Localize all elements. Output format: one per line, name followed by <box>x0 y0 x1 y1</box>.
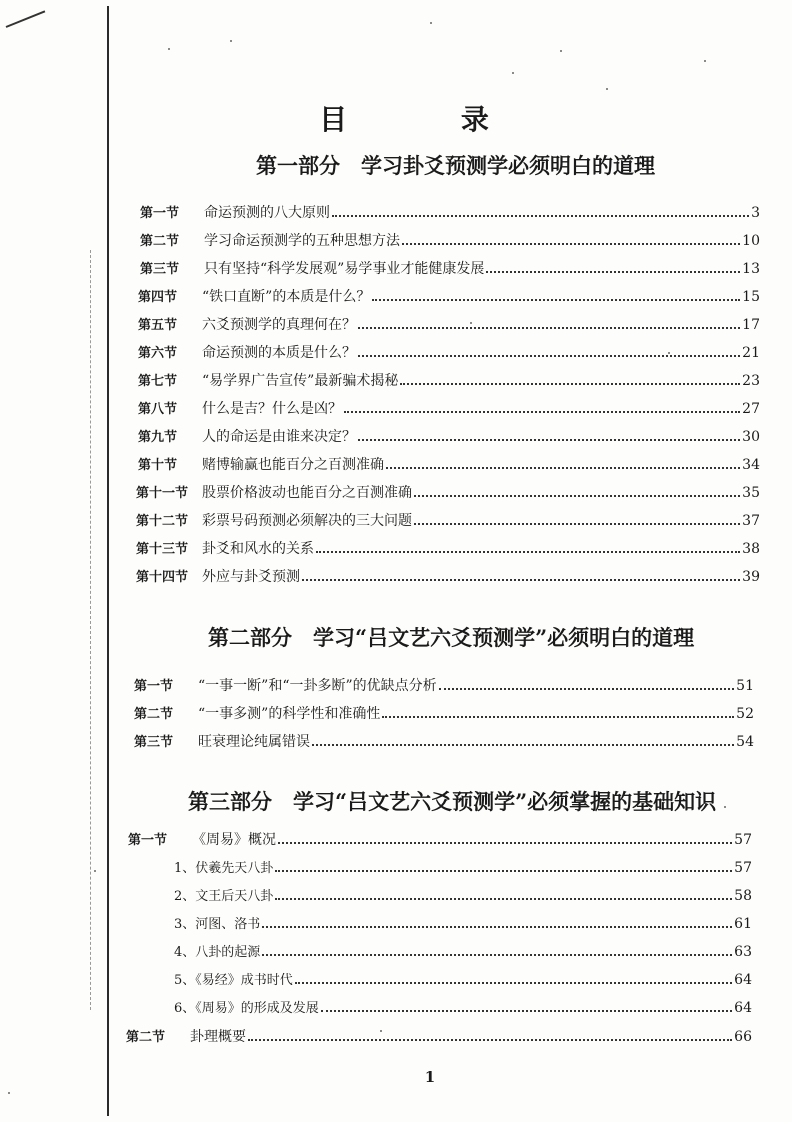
scan-speck <box>606 88 608 90</box>
page-ref: 21 <box>742 345 760 361</box>
page-ref: 27 <box>742 401 760 417</box>
page-ref: 30 <box>742 429 760 445</box>
dot-leader <box>312 744 734 746</box>
scan-speck <box>668 352 670 354</box>
dot-leader <box>275 898 732 900</box>
entry-title: “一事多测”的科学性和准确性 <box>198 706 381 722</box>
dot-leader <box>278 842 732 844</box>
toc-entry[interactable] <box>136 482 760 508</box>
page-ref: 35 <box>742 485 760 501</box>
entry-title: 只有坚持“科学发展观”易学事业才能健康发展 <box>204 261 485 277</box>
entry-title: 命运预测的本质是什么？ <box>202 345 356 361</box>
scan-speck <box>168 48 170 50</box>
entry-title: 2、文王后天八卦 <box>174 889 274 904</box>
dot-leader <box>316 551 740 553</box>
toc-entry[interactable] <box>136 538 760 564</box>
entry-title: 彩票号码预测必须解决的三大问题 <box>202 513 412 529</box>
toc-title: 目 录 <box>319 103 541 136</box>
section-number: 第十四节 <box>136 570 189 585</box>
entry-title: 学习命运预测学的五种思想方法 <box>204 233 400 249</box>
dot-leader <box>358 439 740 441</box>
entry-title: 六爻预测学的真理何在？ <box>202 317 356 333</box>
scan-speck <box>380 1030 382 1032</box>
section-number: 第五节 <box>138 318 178 333</box>
dot-leader <box>248 1039 732 1041</box>
toc-entry[interactable] <box>138 398 760 424</box>
page-ref: 66 <box>734 1029 752 1045</box>
entry-title: “一事一断”和“一卦多断”的优缺点分析 <box>198 678 437 694</box>
section-number: 第一节 <box>140 206 180 221</box>
scan-speck <box>560 50 562 52</box>
dot-leader <box>358 355 740 357</box>
scan-speck <box>704 60 706 62</box>
section-number: 第十三节 <box>136 542 189 557</box>
toc-entry[interactable] <box>140 230 760 256</box>
section-number: 第十一节 <box>136 486 189 501</box>
toc-subentry[interactable] <box>174 913 752 939</box>
dot-leader <box>295 982 732 984</box>
page-ref: 54 <box>736 734 754 750</box>
toc-entry[interactable] <box>138 286 760 312</box>
page-ref: 51 <box>736 678 754 694</box>
toc-entry[interactable] <box>134 675 754 701</box>
section-number: 第二节 <box>140 234 180 249</box>
part-heading-3: 第三部分 学习“吕文艺六爻预测学”必须掌握的基础知识 <box>188 789 717 814</box>
section-number: 第三节 <box>134 735 174 750</box>
dot-leader <box>414 523 740 525</box>
toc-entry[interactable] <box>138 454 760 480</box>
section-number: 第一节 <box>128 833 168 848</box>
section-number: 第三节 <box>140 262 180 277</box>
dot-leader <box>262 954 732 956</box>
entry-title: 6、《周易》的形成及发展 <box>174 1001 319 1016</box>
part-heading-1: 第一部分 学习卦爻预测学必须明白的道理 <box>256 153 655 178</box>
entry-title: 外应与卦爻预测 <box>202 569 300 585</box>
page-ref: 3 <box>751 205 760 221</box>
binding-edge-line <box>107 6 109 1116</box>
dot-leader <box>414 495 740 497</box>
page-ref: 39 <box>742 569 760 585</box>
toc-entry[interactable] <box>128 829 752 855</box>
toc-entry[interactable] <box>136 510 760 536</box>
toc-subentry[interactable] <box>174 941 752 967</box>
toc-subentry[interactable] <box>174 969 752 995</box>
page-ref: 34 <box>742 457 760 473</box>
section-number: 第二节 <box>126 1030 166 1045</box>
entry-title: 卦爻和风水的关系 <box>202 541 314 557</box>
page-ref: 64 <box>734 1000 752 1016</box>
toc-entry[interactable] <box>138 314 760 340</box>
entry-title: “易学界广告宣传”最新骗术揭秘 <box>202 373 399 389</box>
toc-entry[interactable] <box>138 426 760 452</box>
section-number: 第七节 <box>138 374 178 389</box>
entry-title: 赌博输赢也能百分之百测准确 <box>202 457 384 473</box>
scan-speck <box>230 40 232 42</box>
dot-leader <box>321 1010 732 1012</box>
dot-leader <box>386 467 740 469</box>
scan-speck <box>8 1092 10 1094</box>
page-ref: 64 <box>734 972 752 988</box>
entry-title: 《周易》概况 <box>192 832 276 848</box>
toc-entry[interactable] <box>138 342 760 368</box>
dot-leader <box>332 215 749 217</box>
dot-leader <box>358 327 740 329</box>
page-ref: 61 <box>734 916 752 932</box>
toc-entry[interactable] <box>138 370 760 396</box>
entry-title: 旺衰理论纯属错误 <box>198 734 310 750</box>
section-number: 第十二节 <box>136 514 189 529</box>
dot-leader <box>302 579 740 581</box>
dot-leader <box>372 299 740 301</box>
toc-entry[interactable] <box>140 258 760 284</box>
toc-entry[interactable] <box>126 1026 752 1052</box>
section-number: 第六节 <box>138 346 178 361</box>
toc-subentry[interactable] <box>174 997 752 1023</box>
entry-title: 命运预测的八大原则 <box>204 205 330 221</box>
dot-leader <box>344 411 740 413</box>
dot-leader <box>400 383 740 385</box>
entry-title: 卦理概要 <box>190 1029 246 1045</box>
dot-leader <box>382 716 734 718</box>
page-ref: 52 <box>736 706 754 722</box>
entry-title: 股票价格波动也能百分之百测准确 <box>202 485 412 501</box>
scan-speck <box>512 72 514 74</box>
entry-title: 3、河图、洛书 <box>174 917 261 932</box>
section-number: 第四节 <box>138 290 178 305</box>
toc-entry[interactable] <box>134 731 754 757</box>
dot-leader <box>262 926 732 928</box>
section-number: 第一节 <box>134 679 174 694</box>
page-ref: 57 <box>734 860 752 876</box>
entry-title: 人的命运是由谁来决定？ <box>202 429 356 445</box>
page-ref: 37 <box>742 513 760 529</box>
section-number: 第八节 <box>138 402 178 417</box>
page-ref: 15 <box>742 289 760 305</box>
binding-shadow <box>90 250 92 1010</box>
entry-title: 5、《易经》成书时代 <box>174 973 293 988</box>
margin-pen-stroke <box>6 10 46 28</box>
scan-speck <box>430 22 432 24</box>
page-ref: 58 <box>734 888 752 904</box>
page-ref: 63 <box>734 944 752 960</box>
entry-title: 1、伏羲先天八卦 <box>174 861 274 876</box>
toc-entry[interactable] <box>140 202 760 228</box>
scan-speck <box>470 322 472 324</box>
section-number: 第二节 <box>134 707 174 722</box>
part-heading-2: 第二部分 学习“吕文艺六爻预测学”必须明白的道理 <box>208 625 695 650</box>
toc-entry[interactable] <box>134 703 754 729</box>
toc-subentry[interactable] <box>174 857 752 883</box>
dot-leader <box>402 243 740 245</box>
dot-leader <box>439 688 735 690</box>
dot-leader <box>486 271 740 273</box>
section-number: 第十节 <box>138 458 178 473</box>
page-number: 1 <box>424 1068 436 1086</box>
page-ref: 17 <box>742 317 760 333</box>
page-ref: 10 <box>742 233 760 249</box>
scan-speck <box>724 806 726 808</box>
section-number: 第九节 <box>138 430 178 445</box>
entry-title: 什么是吉？什么是凶？ <box>202 401 342 417</box>
page-ref: 23 <box>742 373 760 389</box>
toc-subentry[interactable] <box>174 885 752 911</box>
toc-entry[interactable] <box>136 566 760 592</box>
dot-leader <box>275 870 732 872</box>
page-ref: 57 <box>734 832 752 848</box>
entry-title: 4、八卦的起源 <box>174 945 261 960</box>
scan-speck <box>94 870 96 872</box>
entry-title: “铁口直断”的本质是什么？ <box>202 289 371 305</box>
page-ref: 13 <box>742 261 760 277</box>
page-ref: 38 <box>742 541 760 557</box>
